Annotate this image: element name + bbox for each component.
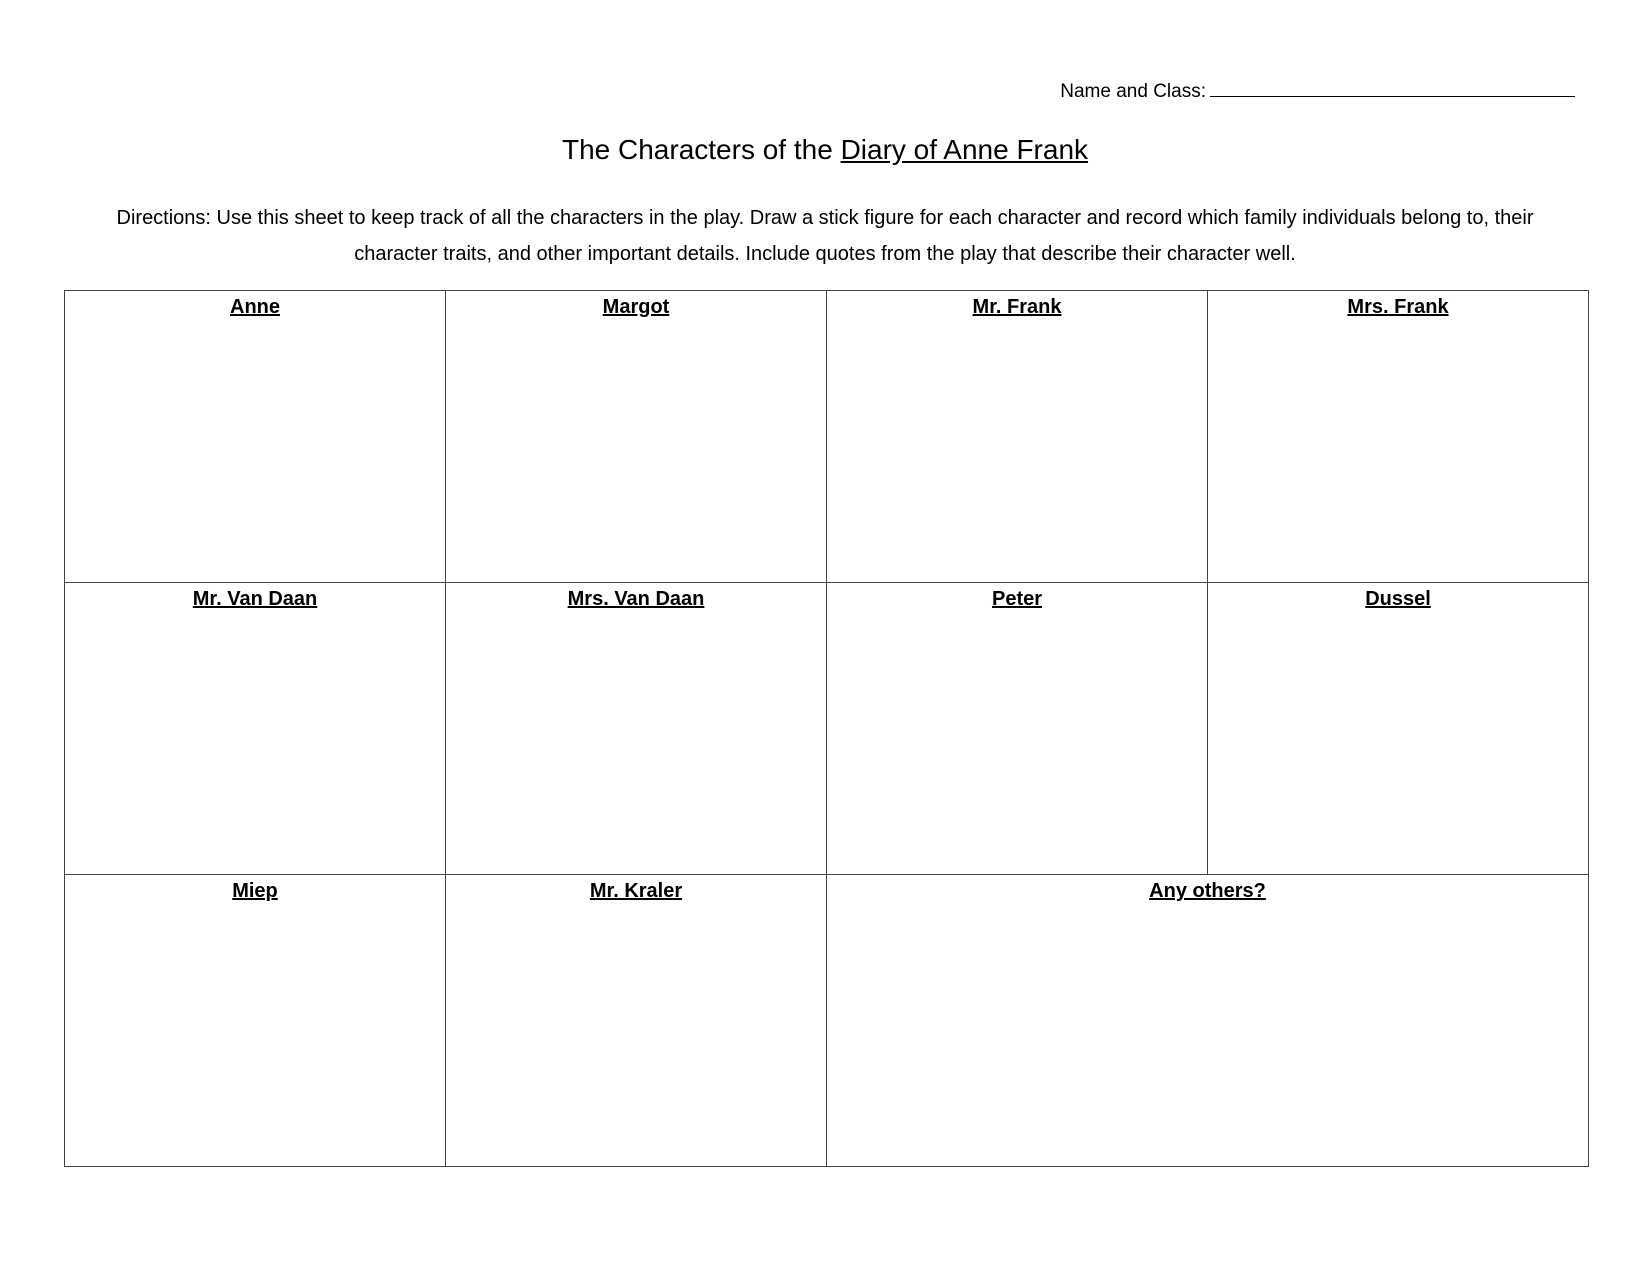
cell-heading: Miep bbox=[232, 880, 278, 902]
cell-heading: Peter bbox=[991, 588, 1043, 610]
cell-heading: Mr. Kraler bbox=[589, 880, 683, 902]
name-and-class-field[interactable] bbox=[1060, 78, 1575, 103]
cell-heading: Anne bbox=[230, 296, 280, 318]
cell-peter[interactable] bbox=[827, 583, 1208, 875]
cell-mr-van-daan[interactable] bbox=[65, 583, 446, 875]
cell-heading: Dussel bbox=[1365, 588, 1431, 610]
cell-mr-frank[interactable] bbox=[827, 291, 1208, 583]
cell-heading: Mrs. Van Daan bbox=[567, 588, 705, 610]
cell-dussel[interactable] bbox=[1208, 583, 1589, 875]
title-prefix: The Characters of the bbox=[561, 134, 841, 165]
directions: Directions: Use this sheet to keep track of all the characters in the play. Draw a stick figure for each character and record which family individuals belong to, their character traits, and other important details. Include quotes from the play that describe their character well. bbox=[116, 207, 1534, 265]
cell-mr-kraler[interactable] bbox=[446, 875, 827, 1167]
cell-heading: Any others? bbox=[1149, 880, 1266, 902]
cell-heading: Mr. Frank bbox=[972, 296, 1062, 318]
cell-mrs-frank[interactable] bbox=[1208, 291, 1589, 583]
cell-anne[interactable] bbox=[65, 291, 446, 583]
page-title bbox=[0, 134, 1650, 166]
cell-any-others[interactable] bbox=[827, 875, 1589, 1167]
cell-heading: Margot bbox=[602, 296, 670, 318]
character-grid bbox=[64, 290, 1589, 1167]
cell-miep[interactable] bbox=[65, 875, 446, 1167]
cell-heading: Mr. Van Daan bbox=[192, 588, 318, 610]
name-label: Name and Class: bbox=[1060, 81, 1206, 102]
cell-margot[interactable] bbox=[446, 291, 827, 583]
name-blank-line[interactable] bbox=[1210, 78, 1575, 97]
cell-mrs-van-daan[interactable] bbox=[446, 583, 827, 875]
title-work: Diary of Anne Frank bbox=[840, 134, 1089, 165]
cell-heading: Mrs. Frank bbox=[1347, 296, 1449, 318]
